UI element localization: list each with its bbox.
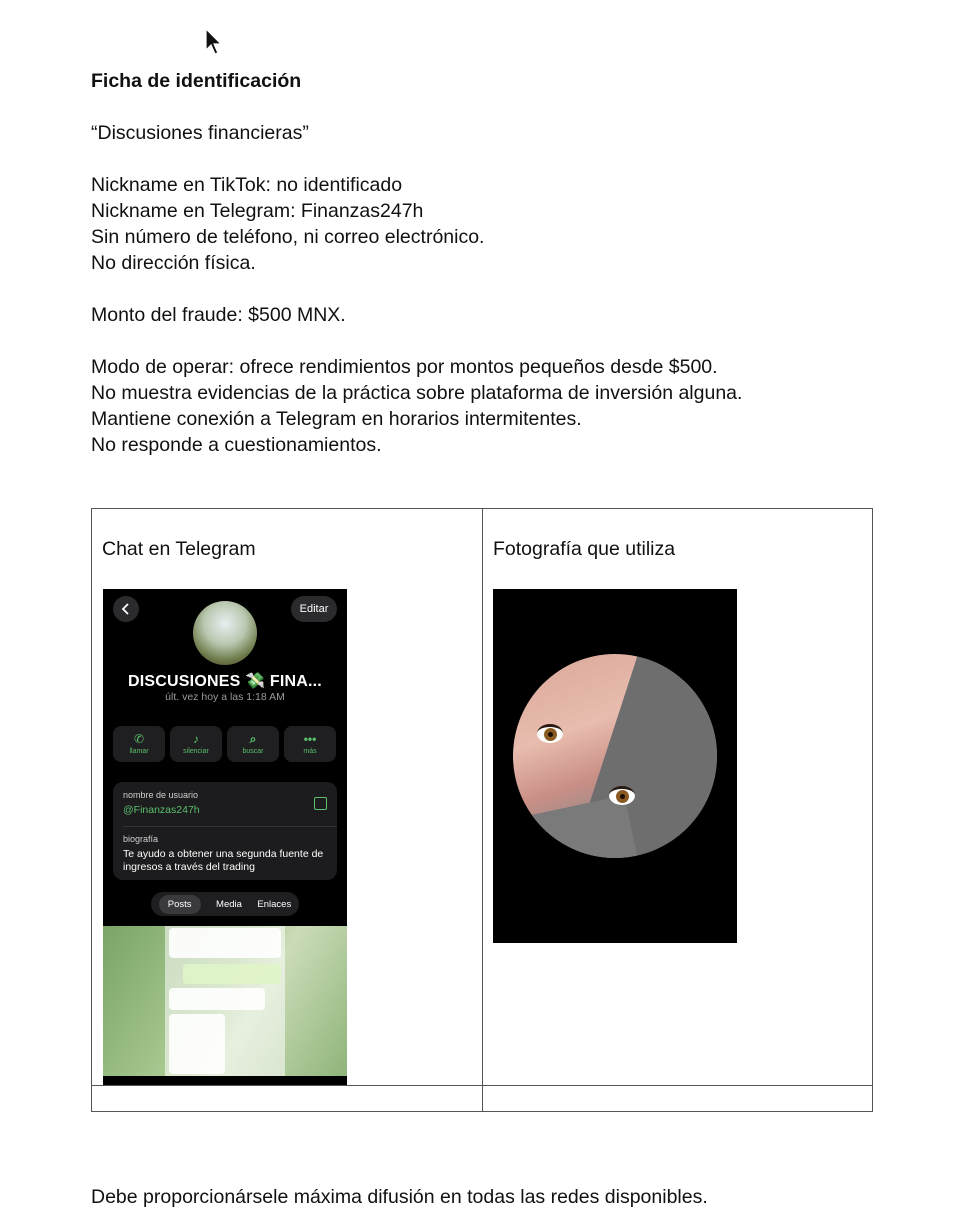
more-icon: ••• [303, 732, 317, 746]
modus-line: No muestra evidencias de la práctica sobre plataforma de inversión alguna. [91, 382, 743, 404]
telegram-cell-title: Chat en Telegram [102, 538, 256, 560]
tab-media: Media [216, 898, 242, 910]
empty-cell [92, 1086, 483, 1112]
id-line: Nickname en Telegram: Finanzas247h [91, 200, 424, 222]
qr-code-icon [314, 797, 327, 810]
id-line: Sin número de teléfono, ni correo electrónico. [91, 226, 485, 248]
action-label: silenciar [183, 748, 209, 755]
profile-avatar [193, 601, 257, 665]
back-button [113, 596, 139, 622]
media-tabs [151, 892, 299, 916]
edit-button: Editar [291, 596, 337, 622]
photo-cell [483, 509, 873, 1086]
profile-actions [113, 726, 336, 762]
group-name: “Discusiones financieras” [91, 122, 309, 144]
tab-posts: Posts [159, 895, 201, 914]
id-line: Nickname en TikTok: no identificado [91, 174, 403, 196]
more-action [284, 726, 336, 762]
photo-cell-title: Fotografía que utiliza [493, 538, 676, 560]
search-action [227, 726, 279, 762]
footer-note: Debe proporcionársele máxima difusión en todas las redes disponibles. [91, 1185, 708, 1208]
action-label: llamar [129, 748, 149, 755]
id-line: No dirección física. [91, 252, 256, 274]
username-label: nombre de usuario [123, 790, 199, 800]
evidence-table [91, 508, 873, 1112]
bio-label: biografía [123, 834, 159, 844]
username-value: @Finanzas247h [123, 804, 200, 816]
post-preview-image [103, 926, 347, 1076]
phone-icon: ✆ [133, 732, 145, 746]
divider [123, 826, 337, 827]
profile-photo [493, 589, 737, 943]
telegram-cell [92, 509, 483, 1086]
profile-name: DISCUSIONES 💸 FINA... [128, 673, 322, 690]
modus-line: Mantiene conexión a Telegram en horarios intermitentes. [91, 408, 582, 430]
bell-icon: ♪ [193, 732, 199, 746]
last-seen-status: últ. vez hoy a las 1:18 AM [165, 691, 285, 703]
action-label: más [303, 748, 317, 755]
telegram-screenshot [103, 589, 347, 1085]
search-icon: ⌕ [249, 732, 257, 746]
profile-photo-circle [513, 654, 717, 858]
empty-cell [483, 1086, 873, 1112]
mute-action [170, 726, 222, 762]
profile-info-card [113, 782, 337, 880]
fraud-amount: Monto del fraude: $500 MNX. [91, 304, 346, 326]
action-label: buscar [242, 748, 264, 755]
eye-graphic [537, 724, 563, 743]
document-body [91, 68, 891, 458]
bio-text: Te ayudo a obtener una segunda fuente de ingresos a través del trading [123, 848, 324, 873]
mouse-cursor-icon [204, 28, 224, 56]
modus-line: Modo de operar: ofrece rendimientos por montos pequeños desde $500. [91, 356, 718, 378]
document-heading: Ficha de identificación [91, 70, 302, 92]
tab-links: Enlaces [257, 898, 292, 910]
eye-graphic [609, 786, 635, 805]
call-action [113, 726, 165, 762]
chevron-left-icon [121, 603, 131, 615]
modus-line: No responde a cuestionamientos. [91, 434, 382, 456]
